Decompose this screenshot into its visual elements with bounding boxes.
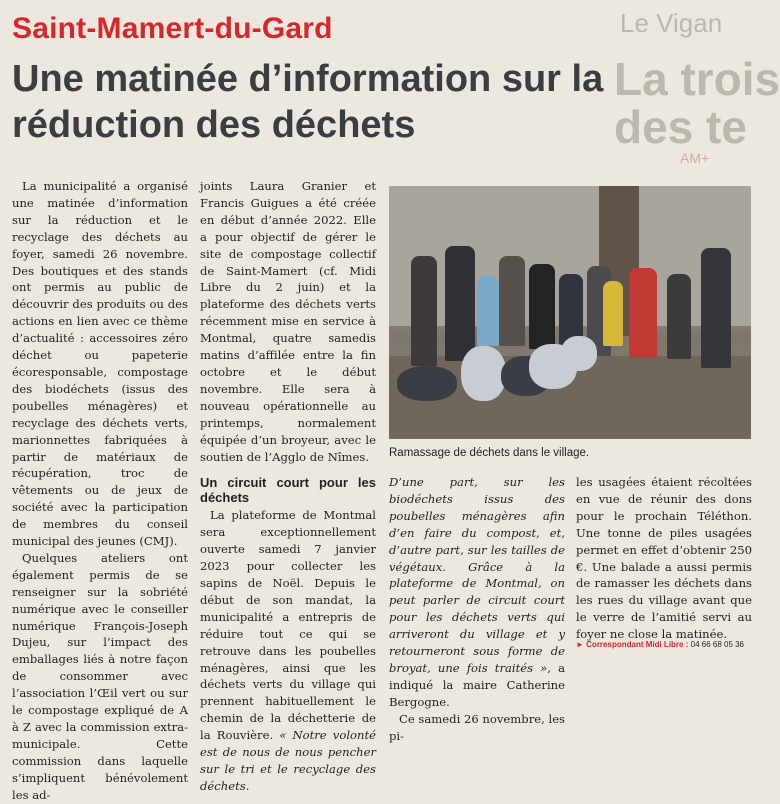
quote-text: D’une part, sur les biodéchets issus des poubelles ménagères afin d’en faire du compost, et, d’autre part, sur les tailles de végétaux. Grâce à la plateforme de Montmal, on peut parler de circuit court pour les déchets verts qui arriveront du village et y retourneront sous forme de broyat, une fois traités » <box>389 475 565 675</box>
photo-person <box>445 246 475 361</box>
article-column-4 <box>576 474 752 643</box>
paragraph <box>389 474 565 711</box>
section-subheading: Un circuit court pour les déchets <box>200 475 376 506</box>
paragraph-text: La plateforme de Montmal sera exceptionnellement ouverte samedi 7 janvier 2023 pour collecter les sapins de Noël. Depuis le début de son mandat, la municipalité a entrepris de réduire tout ce qui se retrouve dans les poubelles ménagères, ainsi que les déchets verts du village qui prennent habituellement le chemin de la déchetterie de la Rouvière. <box>200 508 376 743</box>
quote-text: « Notre volonté est de nous de nous pencher sur le tri et le recyclage des déchets. <box>200 728 377 793</box>
paragraph-text: , a indiqué la maire Catherine Bergogne. <box>389 660 565 709</box>
photo-person <box>499 256 525 346</box>
paragraph: joints Laura Granier et Francis Guigues a été créée en début d’année 2022. Elle a pour objectif de gérer le site de compostage collectif de Saint-Mamert (cf. Midi Libre du 2 juin) et la plateforme des déchets verts récemment mise en service à Montmal, quatre samedis matins d’affilée entre la fin octobre et le début novembre. Elle sera à nouveau opérationnelle au printemps, normalement équipée d’un broyeur, avec le soutien de l’Agglo de Nîmes. <box>200 179 376 464</box>
paragraph <box>200 507 376 794</box>
correspondent-credit <box>576 640 752 649</box>
article-kicker: Saint-Mamert-du-Gard <box>12 12 333 45</box>
paragraph: La municipalité a organisé une matinée d’information sur la réduction et le recyclage des déchets au foyer, samedi 26 novembre. Des boutiques et des stands ont permis au public de découvrir des produits ou des actions en lien avec ce thème d’actualité : accessoires zéro déchet ou papeterie écoresponsable, compostage des biodéchets (issus des poubelles ménagères) et recyclage des déchets verts, marionnettes fabriquées à partir de matériaux de récupération, troc de vêtements ou de jeux de société avec la participation de membres du conseil municipal des jeunes (CMJ). <box>12 179 188 549</box>
photo-trash-bag <box>461 346 506 401</box>
photo-person <box>667 274 691 359</box>
article-column-3 <box>389 474 565 745</box>
photo-caption: Ramassage de déchets dans le village. <box>389 447 590 459</box>
photo-person <box>529 264 555 349</box>
bleed-line-4: AM+ <box>680 150 710 166</box>
photo-trash-bag <box>561 336 597 371</box>
article-photo <box>389 186 751 439</box>
photo-person <box>701 248 731 368</box>
article-column-1 <box>12 178 188 804</box>
photo-person <box>477 276 499 346</box>
photo-trash-bag <box>397 366 457 401</box>
photo-person <box>603 281 623 346</box>
bleed-line-2: La trois <box>614 53 780 105</box>
paragraph: Ce samedi 26 novembre, les pi- <box>389 711 565 743</box>
paragraph: Quelques ateliers ont également permis de se renseigner sur la sobriété numérique avec le conseiller numérique François-Joseph Dujeu, sur l’impact des emballages liés à notre façon de consommer avec l’association l’Œil vert ou sur le compostage expliqué de A à Z avec la commission extra-municipale. Cette commission dans laquelle s’impliquent bénévolement les ad- <box>12 550 188 802</box>
credit-marker: ► <box>576 640 584 649</box>
bleed-line-3: des te <box>614 101 747 153</box>
photo-person <box>629 268 657 358</box>
photo-person <box>411 256 437 366</box>
paragraph: les usagées étaient récoltées en vue de réunir des dons pour le prochain Téléthon. Une tonne de piles usagées permet en effet d’obtenir 250 €. Une balade a aussi permis de ramasser les déchets dans les rues du village avant que le verre de l’amitié servi au foyer ne close la matinée. <box>576 475 752 642</box>
article-headline: Une matinée d’information sur la réduction des déchets <box>12 58 604 146</box>
bleed-line-1: Le Vigan <box>620 8 723 38</box>
article-column-2 <box>200 178 376 795</box>
credit-phone: 04 66 68 05 36 <box>690 640 745 649</box>
credit-label: Correspondant Midi Libre : <box>586 640 689 649</box>
